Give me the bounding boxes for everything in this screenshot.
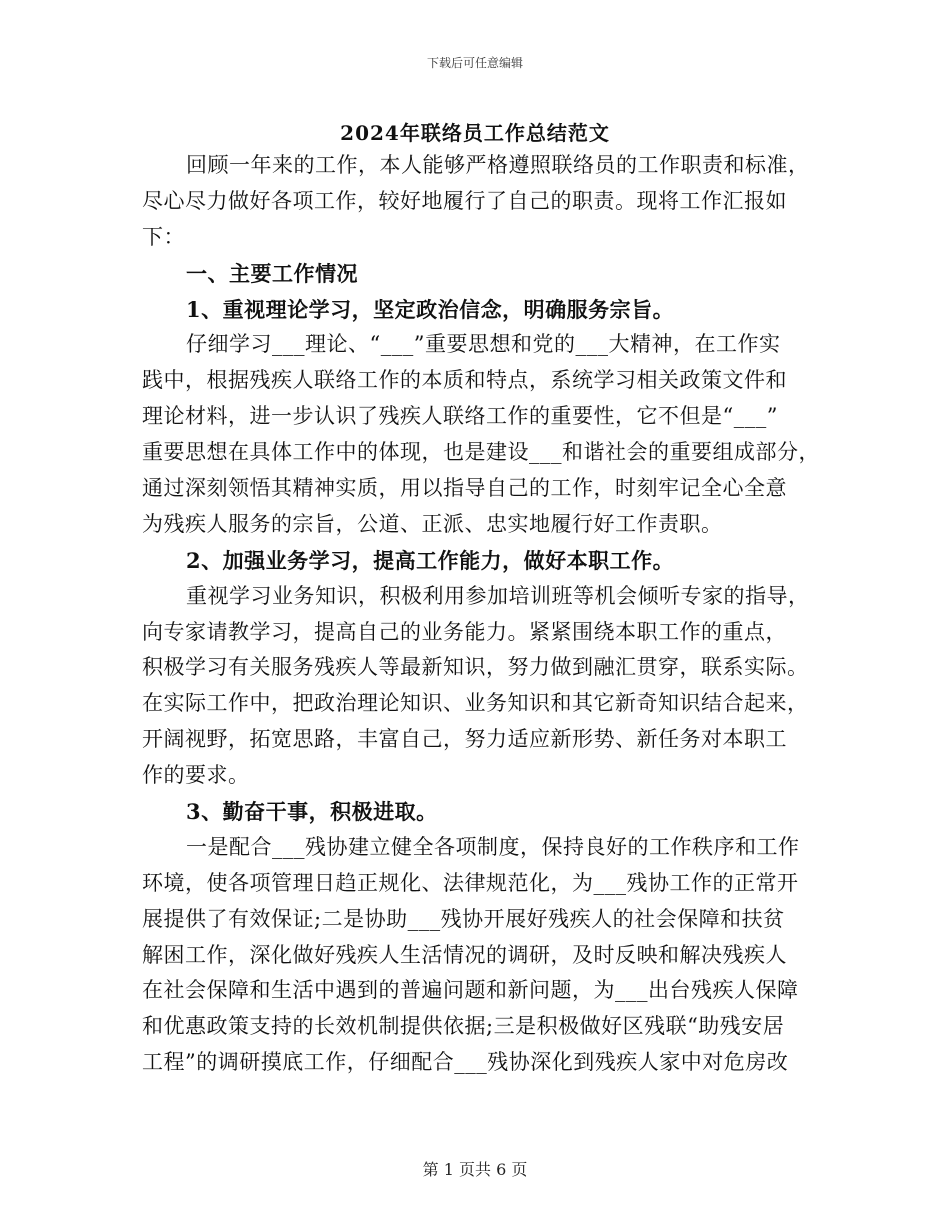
subsection-heading: 3、勤奋干事，积极进取。 xyxy=(186,799,438,825)
paragraph-line: 解困工作，深化做好残疾人生活情况的调研，及时反映和解决残疾人 xyxy=(142,942,787,967)
section-heading: 一、主要工作情况 xyxy=(186,260,358,286)
paragraph-line: 下： xyxy=(142,224,185,249)
paragraph-line: 一是配合___残协建立健全各项制度，保持良好的工作秩序和工作 xyxy=(186,834,800,859)
paragraph-line: 践中，根据残疾人联络工作的本质和特点，系统学习相关政策文件和 xyxy=(142,368,787,393)
paragraph-line: 积极学习有关服务残疾人等最新知识，努力做到融汇贯穿，联系实际。 xyxy=(142,655,809,680)
paragraph-line: 通过深刻领悟其精神实质，用以指导自己的工作，时刻牢记全心全意 xyxy=(142,476,787,501)
paragraph-line: 仔细学习___理论、“___”重要思想和党的___大精神，在工作实 xyxy=(186,332,781,357)
document-body xyxy=(142,148,818,1081)
paragraph-line: 展提供了有效保证;二是协助___残协开展好残疾人的社会保障和扶贫 xyxy=(142,906,785,931)
paragraph-line: 向专家请教学习，提高自己的业务能力。紧紧围绕本职工作的重点， xyxy=(142,619,787,644)
subsection-heading: 2、加强业务学习，提高工作能力，做好本职工作。 xyxy=(186,547,675,573)
paragraph-line: 和优惠政策支持的长效机制提供依据;三是积极做好区残联“助残安居 xyxy=(142,1014,785,1039)
page-footer: 第 1 页共 6 页 xyxy=(422,1160,528,1179)
header-note: 下载后可任意编辑 xyxy=(426,56,523,70)
paragraph-line: 理论材料，进一步认识了残疾人联络工作的重要性，它不但是“___” xyxy=(142,404,778,429)
paragraph-line: 环境，使各项管理日趋正规化、法律规范化，为___残协工作的正常开 xyxy=(142,870,799,895)
paragraph-line: 在实际工作中，把政治理论知识、业务知识和其它新奇知识结合起来， xyxy=(142,691,809,716)
document-title: 2024年联络员工作总结范文 xyxy=(340,121,610,145)
paragraph-line: 作的要求。 xyxy=(142,763,250,788)
paragraph-line: 工程”的调研摸底工作，仔细配合___残协深化到残疾人家中对危房改 xyxy=(142,1050,789,1075)
paragraph-line: 重视学习业务知识，积极利用参加培训班等机会倾听专家的指导， xyxy=(186,583,810,608)
paragraph-line: 回顾一年来的工作，本人能够严格遵照联络员的工作职责和标准， xyxy=(186,153,810,177)
paragraph-line: 为残疾人服务的宗旨，公道、正派、忠实地履行好工作责职。 xyxy=(142,511,723,536)
paragraph-line: 在社会保障和生活中遇到的普遍问题和新问题，为___出台残疾人保障 xyxy=(142,978,799,1003)
paragraph-line: 尽心尽力做好各项工作，较好地履行了自己的职责。现将工作汇报如 xyxy=(142,188,787,213)
paragraph-line: 开阔视野，拓宽思路，丰富自己，努力适应新形势、新任务对本职工 xyxy=(142,727,787,752)
subsection-heading: 1、重视理论学习，坚定政治信念，明确服务宗旨。 xyxy=(186,296,675,322)
paragraph-line: 重要思想在具体工作中的体现，也是建设___和谐社会的重要组成部分， xyxy=(142,440,820,465)
